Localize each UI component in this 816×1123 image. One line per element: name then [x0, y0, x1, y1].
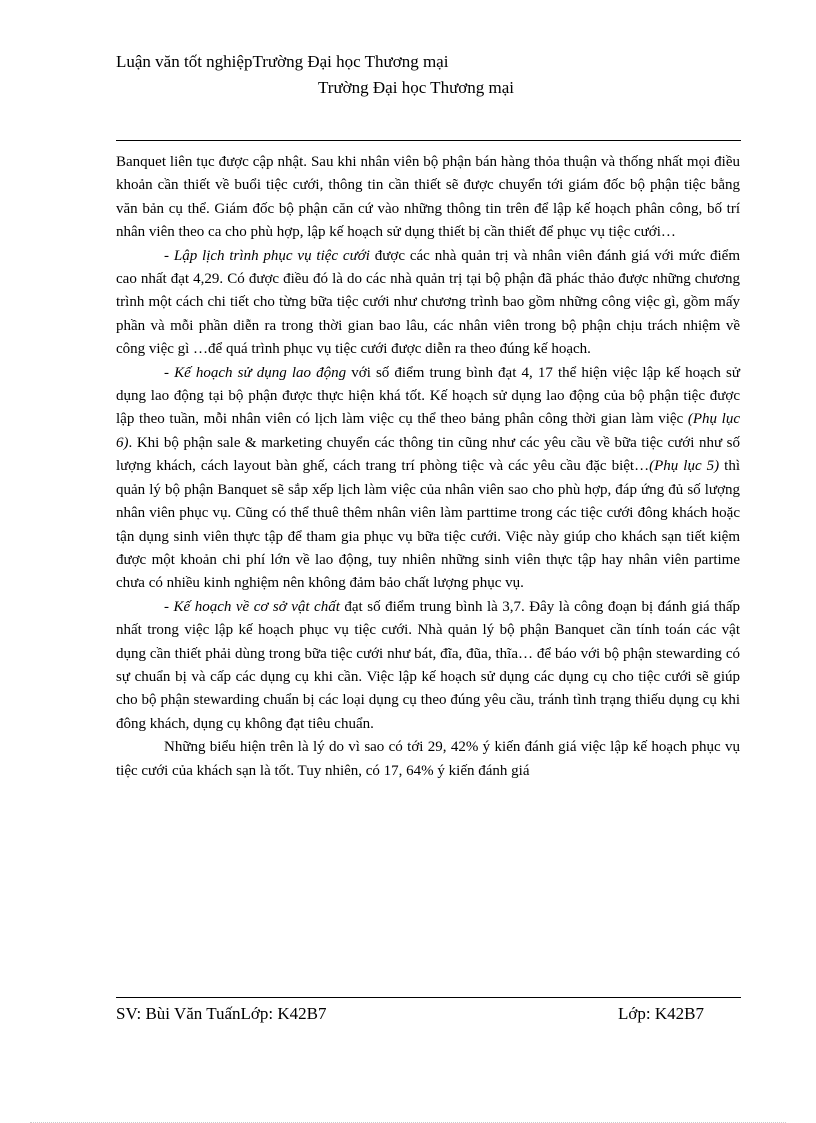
header-divider	[116, 140, 741, 141]
paragraph-2: - Lập lịch trình phục vụ tiệc cưới được các nhà quản trị và nhân viên đánh giá với mức điểm cao nhất đạt 4,29. Có được điều đó là do các nhà quản trị tại bộ phận đã phác thảo được những chương trình một cách chi tiết cho từng bữa tiệc cưới như chương trình bao gồm những công việc gì, gồm mấy phần và mỗi phần diễn ra trong thời gian bao lâu, các nhân viên trong bộ phận chịu trách nhiệm về công việc gì …để quá trình phục vụ tiệc cưới được diễn ra theo đúng kế hoạch.	[116, 247, 741, 358]
italic-heading: Kế hoạch về cơ sở vật chất	[173, 598, 340, 615]
footer-student: SV: Bùi Văn TuấnLớp: K42B7	[116, 1004, 327, 1023]
paragraph-4: - Kế hoạch về cơ sở vật chất đạt số điểm trung bình là 3,7. Đây là công đoạn bị đánh giá thấp nhất trong việc lập kế hoạch phục vụ tiệc cưới. Nhà quản lý bộ phận Banquet cần tính toán các vật dụng cần thiết phải dùng trong bữa tiệc cưới như bát, đĩa, đũa, thĩa… để báo với bộ phận stewarding có sự chuẩn bị và cấp các dụng cụ khi cần. Việc lập kế hoạch sử dụng các dụng cụ cho tiệc cưới sẽ giúp cho bộ phận stewarding chuẩn bị các loại dụng cụ theo đúng yêu cầu, tránh tình trạng thiếu dụng cụ khi đông khách, dụng cụ không đạt tiêu chuẩn.	[116, 598, 740, 732]
header-title: Luận văn tốt nghiệpTrường Đại học Thương mại	[116, 52, 449, 71]
appendix-reference: (Phụ lục 5)	[649, 458, 720, 475]
italic-heading: Lập lịch trình phục vụ tiệc cưới	[173, 247, 370, 264]
footer-divider	[116, 997, 741, 998]
italic-heading: Kế hoạch sử dụng lao động	[174, 364, 347, 381]
header-university: Trường Đại học Thương mại	[318, 78, 515, 97]
document-body	[116, 151, 740, 783]
paragraph-5: Những biểu hiện trên là lý do vì sao có tới 29, 42% ý kiến đánh giá việc lập kế hoạch phục vụ tiệc cưới của khách sạn là tốt. Tuy nhiên, có 17, 64% ý kiến đánh giá	[116, 739, 740, 779]
paragraph-3: - Kế hoạch sử dụng lao động với số điểm trung bình đạt 4, 17 thể hiện việc lập kế hoạch sử dụng lao động tại bộ phận được thực hiện khá tốt. Kế hoạch sử dụng lao động của bộ phận tiệc được lập theo tuần, mỗi nhân viên có lịch làm việc cụ thể theo bảng phân công thời gian làm việc (Phụ lục 6). Khi bộ phận sale & marketing chuyển các thông tin cũng như các yêu cầu về bữa tiệc cưới như số lượng khách, cách layout bàn ghế, cách trang trí phòng tiệc và các yêu cầu đặc biệt…(Phụ lục 5) thì quản lý bộ phận Banquet sẽ sắp xếp lịch làm việc của nhân viên sao cho phù hợp, đáp ứng đủ số lượng nhân viên phục vụ. Cũng có thể thuê thêm nhân viên làm parttime trong các tiệc cưới đông khách hoặc tận dụng sinh viên thực tập để tham gia phục vụ bữa tiệc cưới. Việc này giúp cho khách sạn tiết kiệm được một khoản chi phí lớn về lao động, tuy nhiên những sinh viên thực tập hay nhân viên partime chưa có nhiều kinh nghiệm nên không đảm bảo chất lượng phục vụ.	[116, 364, 741, 592]
appendix-reference: (Phụ lục 6)	[116, 411, 741, 451]
footer-class: Lớp: K42B7	[618, 1004, 704, 1023]
paragraph-1: Banquet liên tục được cập nhật. Sau khi nhân viên bộ phận bán hàng thỏa thuận và thống nhất mọi điều khoản cần thiết về buổi tiệc cưới, thông tin cần thiết sẽ được chuyển tới giám đốc bộ phận tiệc bằng văn bản cụ thể. Giám đốc bộ phận căn cứ vào những thông tin trên để lập kế hoạch phân công, bố trí nhân viên theo ca cho phù hợp, lập kế hoạch sử dụng thiết bị cần thiết để phục vụ tiệc cưới…	[116, 154, 740, 241]
